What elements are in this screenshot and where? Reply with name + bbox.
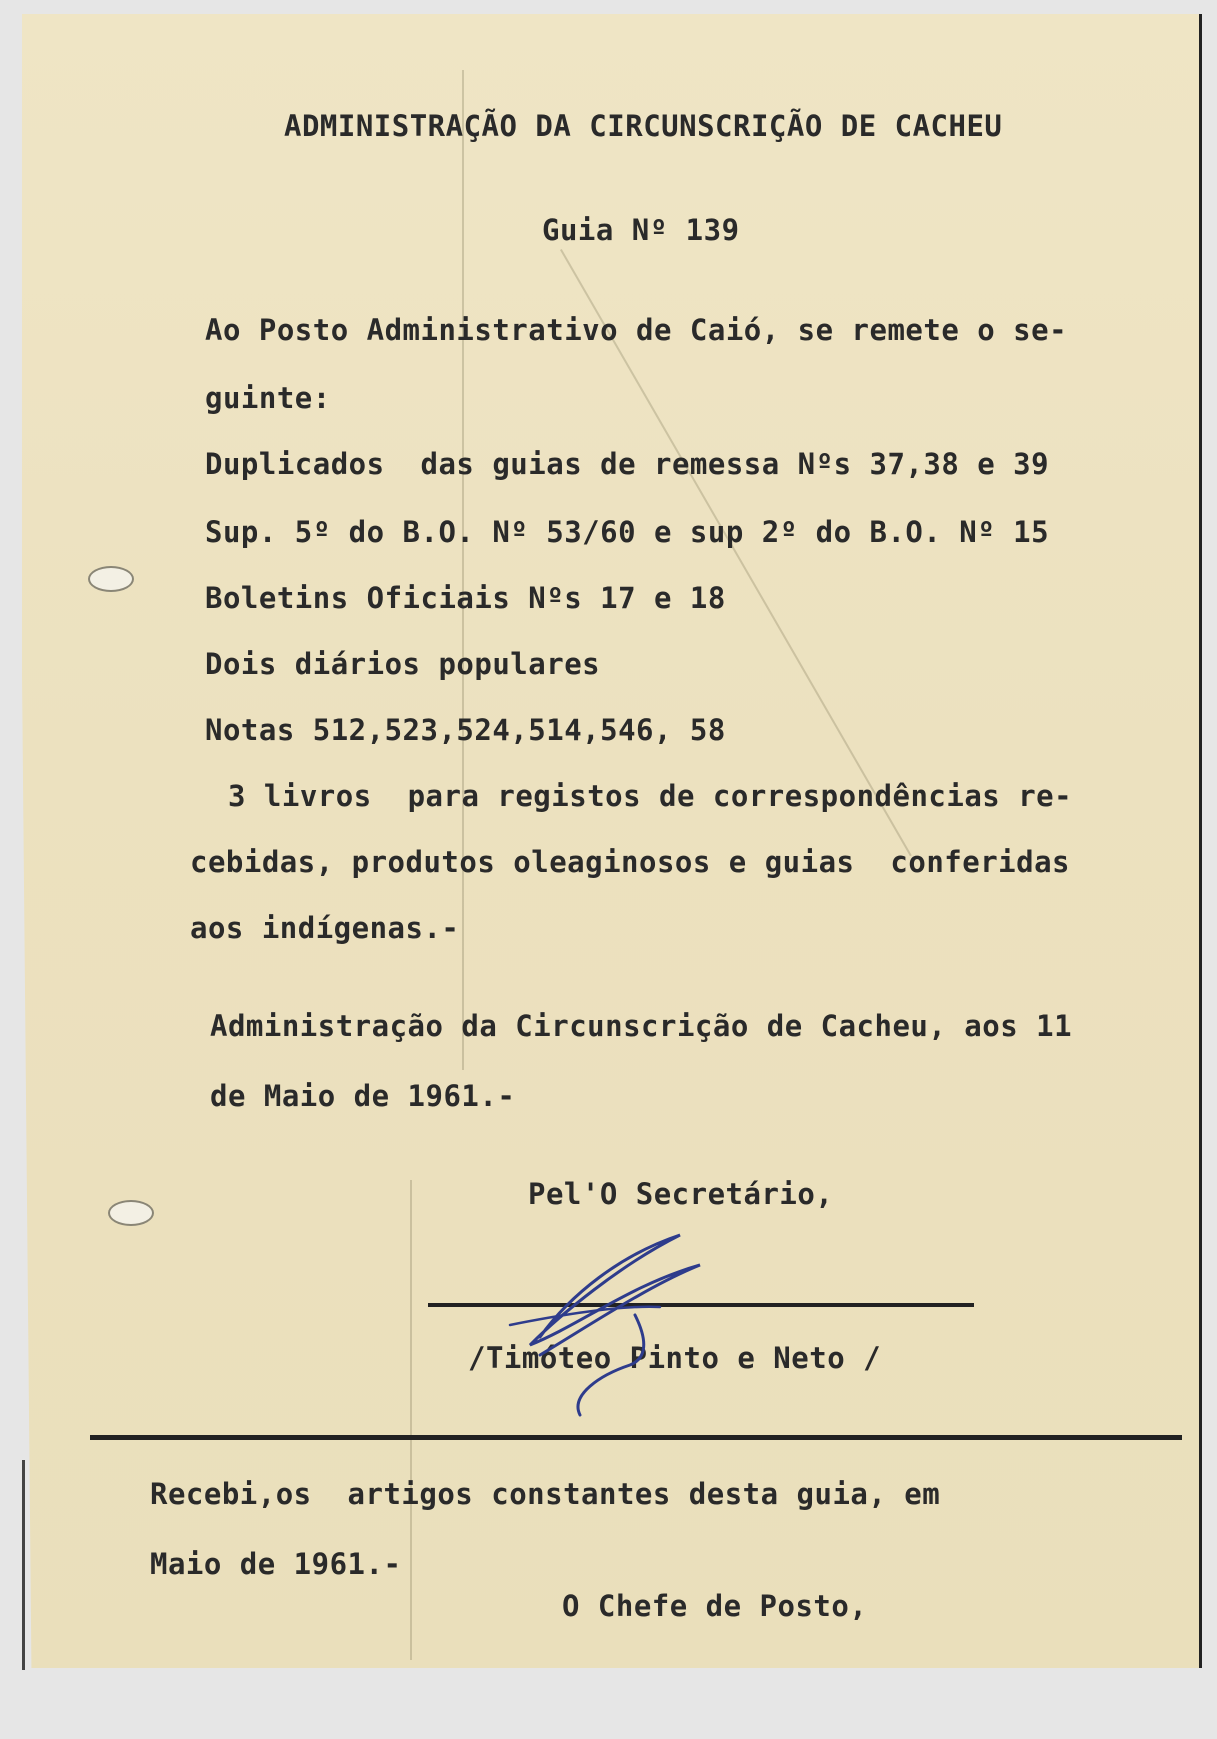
punch-hole-upper: [88, 566, 134, 592]
intro-line-2: guinte:: [205, 381, 331, 415]
books-line-3: aos indígenas.-: [190, 911, 460, 945]
item-notes: Notas 512,523,524,514,546, 58: [205, 713, 726, 747]
intro-line-1: Ao Posto Administrativo de Caió, se remete o se-: [205, 313, 1068, 347]
signature-stroke-1: [530, 1235, 700, 1355]
item-newspapers: Dois diários populares: [205, 647, 601, 681]
punch-hole-lower: [108, 1200, 154, 1226]
item-official-bulletins: Boletins Oficiais Nºs 17 e 18: [205, 581, 726, 615]
item-supplements: Sup. 5º do B.O. Nº 53/60 e sup 2º do B.O. Nº 15: [205, 515, 1050, 549]
receipt-line-2: Maio de 1961.-: [150, 1547, 402, 1581]
books-line-1: 3 livros para registos de correspondências re-: [228, 779, 1073, 813]
handwritten-signature: [500, 1225, 740, 1425]
page-right-edge: [1199, 14, 1202, 1668]
document-heading: ADMINISTRAÇÃO DA CIRCUNSCRIÇÃO DE CACHEU: [284, 109, 1003, 143]
page-left-shadow: [22, 1460, 25, 1670]
lower-vertical-crease: [410, 1180, 412, 1660]
secretary-role: Pel'O Secretário,: [528, 1177, 834, 1211]
signatory-name: /Timóteo Pinto e Neto /: [468, 1341, 882, 1375]
receipt-separator: [90, 1435, 1182, 1440]
post-chief-role: O Chefe de Posto,: [562, 1589, 868, 1623]
vertical-fold-crease: [462, 70, 464, 1070]
books-line-2: cebidas, produtos oleaginosos e guias conferidas: [190, 845, 1071, 879]
guide-number: Guia Nº 139: [542, 213, 740, 247]
signature-stroke-3: [578, 1315, 644, 1415]
date-line-1: Administração da Circunscrição de Cacheu, aos 11: [210, 1009, 1073, 1043]
item-duplicates: Duplicados das guias de remessa Nºs 37,38 e 39: [205, 447, 1050, 481]
receipt-line-1: Recebi,os artigos constantes desta guia, em: [150, 1477, 941, 1511]
date-line-2: de Maio de 1961.-: [210, 1079, 516, 1113]
